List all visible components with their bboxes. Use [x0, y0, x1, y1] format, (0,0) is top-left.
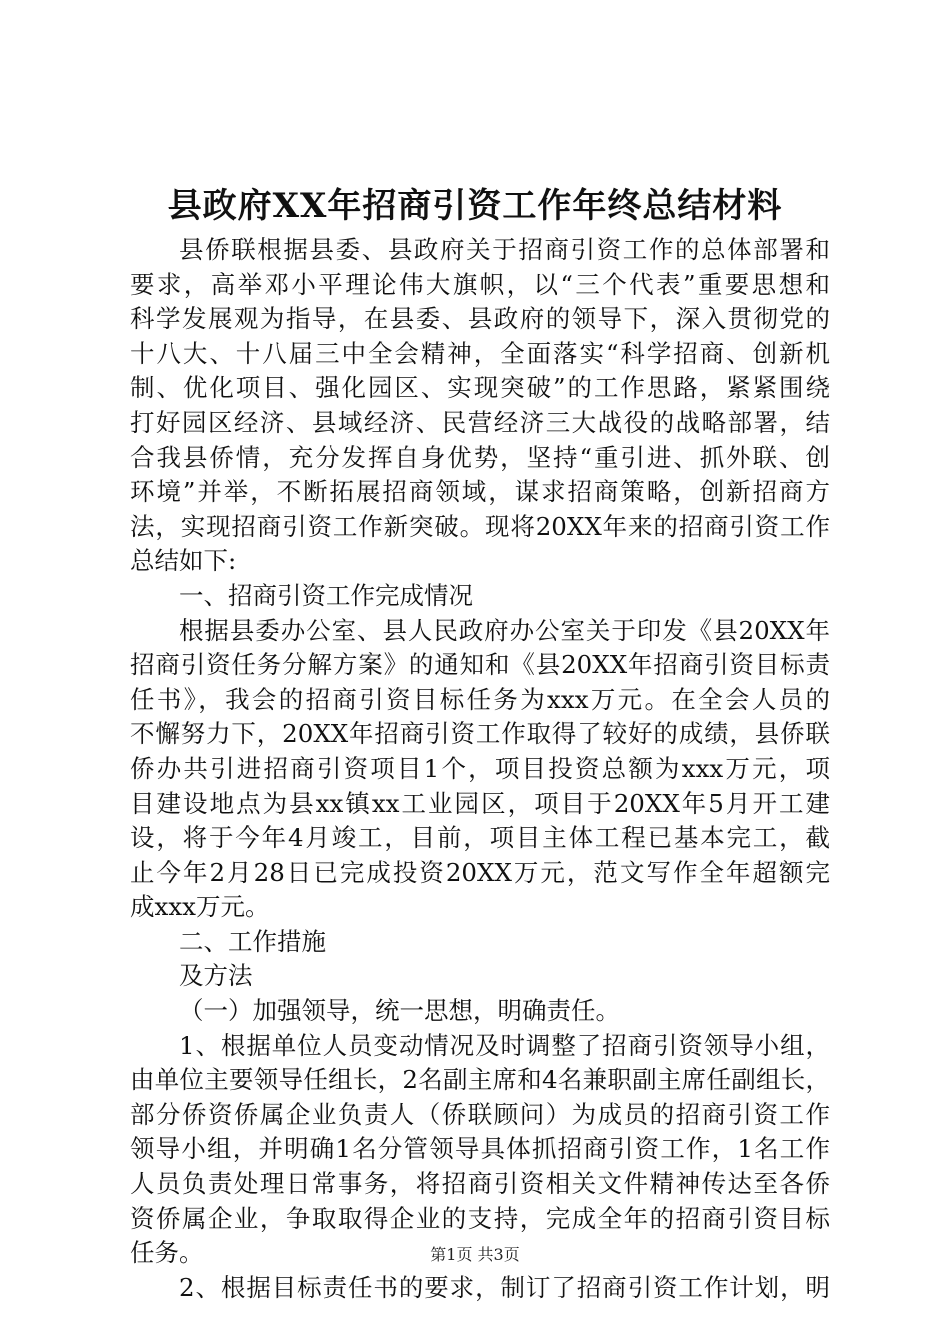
- document-body: [130, 233, 830, 1305]
- paragraph-line: 1、根据单位人员变动情况及时调整了招商引资领导小组，: [179, 1030, 830, 1060]
- section-heading: 一、招商引资工作完成情况: [179, 580, 473, 610]
- paragraph-line: 打好园区经济、县域经济、民营经济三大战役的战略部署，结: [130, 407, 830, 437]
- paragraph-line: 制、优化项目、强化园区、实现突破”的工作思路，紧紧围绕: [130, 373, 830, 403]
- paragraph-line: 设，将于今年4月竣工，目前，项目主体工程已基本完工，截: [130, 823, 830, 853]
- paragraph-line: 科学发展观为指导，在县委、县政府的领导下，深入贯彻党的: [130, 304, 830, 334]
- subsection-heading: （一）加强领导，统一思想，明确责任。: [179, 996, 620, 1026]
- paragraph-line: 合我县侨情，充分发挥自身优势，坚持“重引进、抓外联、创: [130, 442, 830, 472]
- paragraph-line: 侨办共引进招商引资项目1个，项目投资总额为xxx万元，项: [130, 753, 830, 783]
- document-title: 县政府XX年招商引资工作年终总结材料: [167, 186, 783, 226]
- paragraph-line: 由单位主要领导任组长，2名副主席和4名兼职副主席任副组长，: [130, 1065, 830, 1095]
- paragraph-line: 成xxx万元。: [130, 892, 270, 922]
- paragraph-line: 十八大、十八届三中全会精神，全面落实“科学招商、创新机: [130, 338, 830, 368]
- paragraph-line: 领导小组，并明确1名分管领导具体抓招商引资工作，1名工作: [130, 1134, 830, 1164]
- paragraph-line: 任书》，我会的招商引资目标任务为xxx万元。在全会人员的: [130, 684, 830, 714]
- paragraph-line: 资侨属企业，争取取得企业的支持，完成全年的招商引资目标: [130, 1203, 830, 1233]
- paragraph-line: 招商引资任务分解方案》的通知和《县20XX年招商引资目标责: [130, 650, 830, 680]
- page-footer: 第1页 共3页: [430, 1245, 520, 1264]
- paragraph-line: 不懈努力下，20XX年招商引资工作取得了较好的成绩，县侨联: [130, 719, 830, 749]
- paragraph-line: 任务。: [130, 1238, 204, 1268]
- section-heading: 二、工作措施: [179, 926, 326, 956]
- paragraph-line: 法，实现招商引资工作新突破。现将20XX年来的招商引资工作: [130, 511, 830, 541]
- paragraph-line: 根据县委办公室、县人民政府办公室关于印发《县20XX年: [179, 615, 830, 645]
- paragraph-line: 县侨联根据县委、县政府关于招商引资工作的总体部署和: [179, 235, 830, 264]
- paragraph-line: 部分侨资侨属企业负责人（侨联顾问）为成员的招商引资工作: [130, 1099, 830, 1129]
- paragraph-line: 人员负责处理日常事务，将招商引资相关文件精神传达至各侨: [130, 1169, 830, 1199]
- paragraph-line: 环境”并举，不断拓展招商领域，谋求招商策略，创新招商方: [130, 477, 830, 507]
- paragraph-line: 总结如下:: [130, 546, 237, 576]
- paragraph-line: 2、根据目标责任书的要求，制订了招商引资工作计划，明: [179, 1272, 830, 1302]
- paragraph-line: 要求，高举邓小平理论伟大旗帜，以“三个代表”重要思想和: [130, 269, 830, 299]
- section-heading: 及方法: [179, 961, 253, 991]
- paragraph-line: 止今年2月28日已完成投资20XX万元，范文写作全年超额完: [130, 857, 830, 887]
- paragraph-line: 目建设地点为县xx镇xx工业园区，项目于20XX年5月开工建: [130, 788, 830, 818]
